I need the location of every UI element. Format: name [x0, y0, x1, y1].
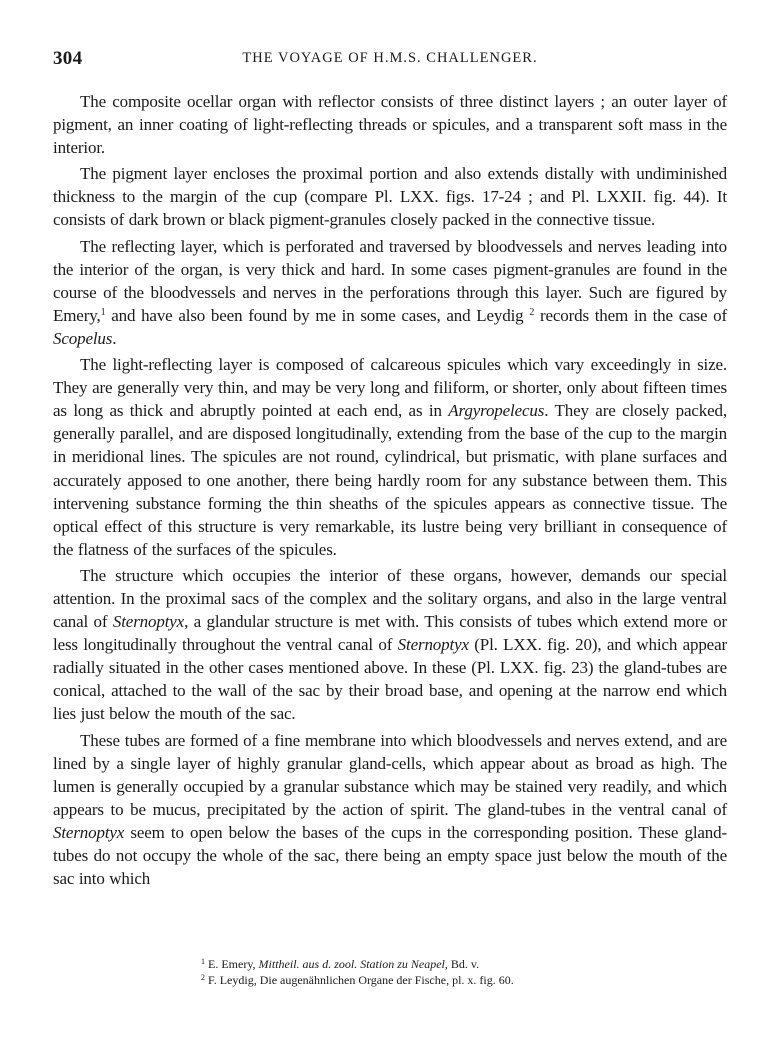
running-title: THE VOYAGE OF H.M.S. CHALLENGER.: [242, 50, 538, 66]
text-run: and have also been found by me in some cases, and Leydig: [105, 305, 530, 325]
footnote-marker: 1: [201, 957, 205, 966]
paragraph: [53, 90, 727, 159]
italic-term: Sternoptyx: [397, 635, 469, 655]
text-run: (Pl. LXX. fig. 20), and which appear radially situated in the other cases mentioned above. In these (Pl. LXX. fig. 23) the gland-tubes are conical, attached to the wall of the sac by their broad base, and opening at the narrow end which lies just below the mouth of the sac.: [53, 635, 727, 724]
text-run: The pigment layer encloses the proximal portion and also extends distally with undiminished thickness to the margin of the cup (compare Pl. LXX. figs. 17-24 ; and Pl. LXXII. fig. 44). It consists of dark brown or black pigment-granules closely packed in the connective tissue.: [53, 164, 727, 230]
page-number: 304: [53, 48, 83, 69]
text-run: .: [112, 328, 117, 348]
text-run: The light-reflecting layer is composed of calcareous spicules which vary exceedingly in size. They are generally very thin, and may be very long and filiform, or shorter, only about fifteen times as long as thick and abruptly pointed at each end, as in: [53, 355, 727, 421]
footnote: [201, 956, 721, 972]
text-run: seem to open below the bases of the cups in the corresponding position. These gland-tubes do not occupy the whole of the sac, there being an empty space just below the mouth of the sac into which: [53, 822, 727, 889]
text-run: The composite ocellar organ with reflector consists of three distinct layers ; an outer layer of pigment, an inner coating of light-reflecting threads or spicules, and a transparent soft mass in the interior.: [53, 92, 727, 158]
text-run: The reflecting layer, which is perforated and traversed by bloodvessels and nerves leading into the interior of the organ, is very thick and hard. In some cases pigment-granules are found in the course of the bloodvessels and nerves in the perforations through this layer. Such are figured by Emery,: [53, 236, 727, 325]
italic-term: Sternoptyx: [112, 612, 185, 632]
italic-term: Sternoptyx: [53, 822, 125, 842]
paragraph: [53, 353, 727, 561]
footnote: [201, 972, 721, 988]
footnotes: [201, 956, 721, 988]
footnote-reference: 2: [529, 306, 535, 318]
paragraph: [53, 564, 727, 726]
paragraph: [53, 729, 727, 891]
footnote-reference: 1: [100, 306, 106, 318]
text-run: , a glandular structure is met with. This consists of tubes which extend more or less longitudinally throughout the ventral canal of: [53, 612, 727, 655]
running-head: [53, 48, 727, 72]
italic-term: Scopelus: [53, 328, 113, 348]
footnote-marker: 2: [201, 973, 205, 982]
text-run: E. Emery,: [208, 957, 259, 971]
italic-term: Mittheil. aus d. zool. Station zu Neapel: [258, 957, 445, 971]
italic-term: Argyropelecus: [448, 401, 545, 421]
text-run: F. Leydig, Die augenähnlichen Organe der Fische, pl. x. fig. 60.: [208, 973, 514, 987]
body-text: [53, 90, 727, 893]
paragraph: [53, 235, 727, 350]
text-run: These tubes are formed of a fine membrane into which bloodvessels and nerves extend, and are lined by a single layer of highly granular gland-cells, which appear about as broad as high. The lumen is generally occupied by a granular substance which may be stained very readily, and which appears to be mucus, precipitated by the action of spirit. The gland-tubes in the ventral canal of: [53, 730, 727, 819]
text-run: records them in the case of: [534, 305, 727, 325]
paragraph: [53, 162, 727, 231]
text-run: , Bd. v.: [444, 957, 480, 971]
text-run: The structure which occupies the interior of these organs, however, demands our special attention. In the proximal sacs of the complex and the solitary organs, and also in the large ventral canal of: [53, 565, 727, 632]
text-run: . They are closely packed, generally parallel, and are disposed longitudinally, extending from the base of the cup to the margin in meridional lines. The spicules are not round, cylindrical, but prismatic, with plane surfaces and accurately apposed to one another, there being hardly room for any substance between them. This intervening substance forming the thin sheaths of the spicules appears as connective tissue. The optical effect of this structure is very remarkable, its lustre being very brilliant in consequence of the flatness of the surfaces of the spicules.: [53, 401, 728, 559]
